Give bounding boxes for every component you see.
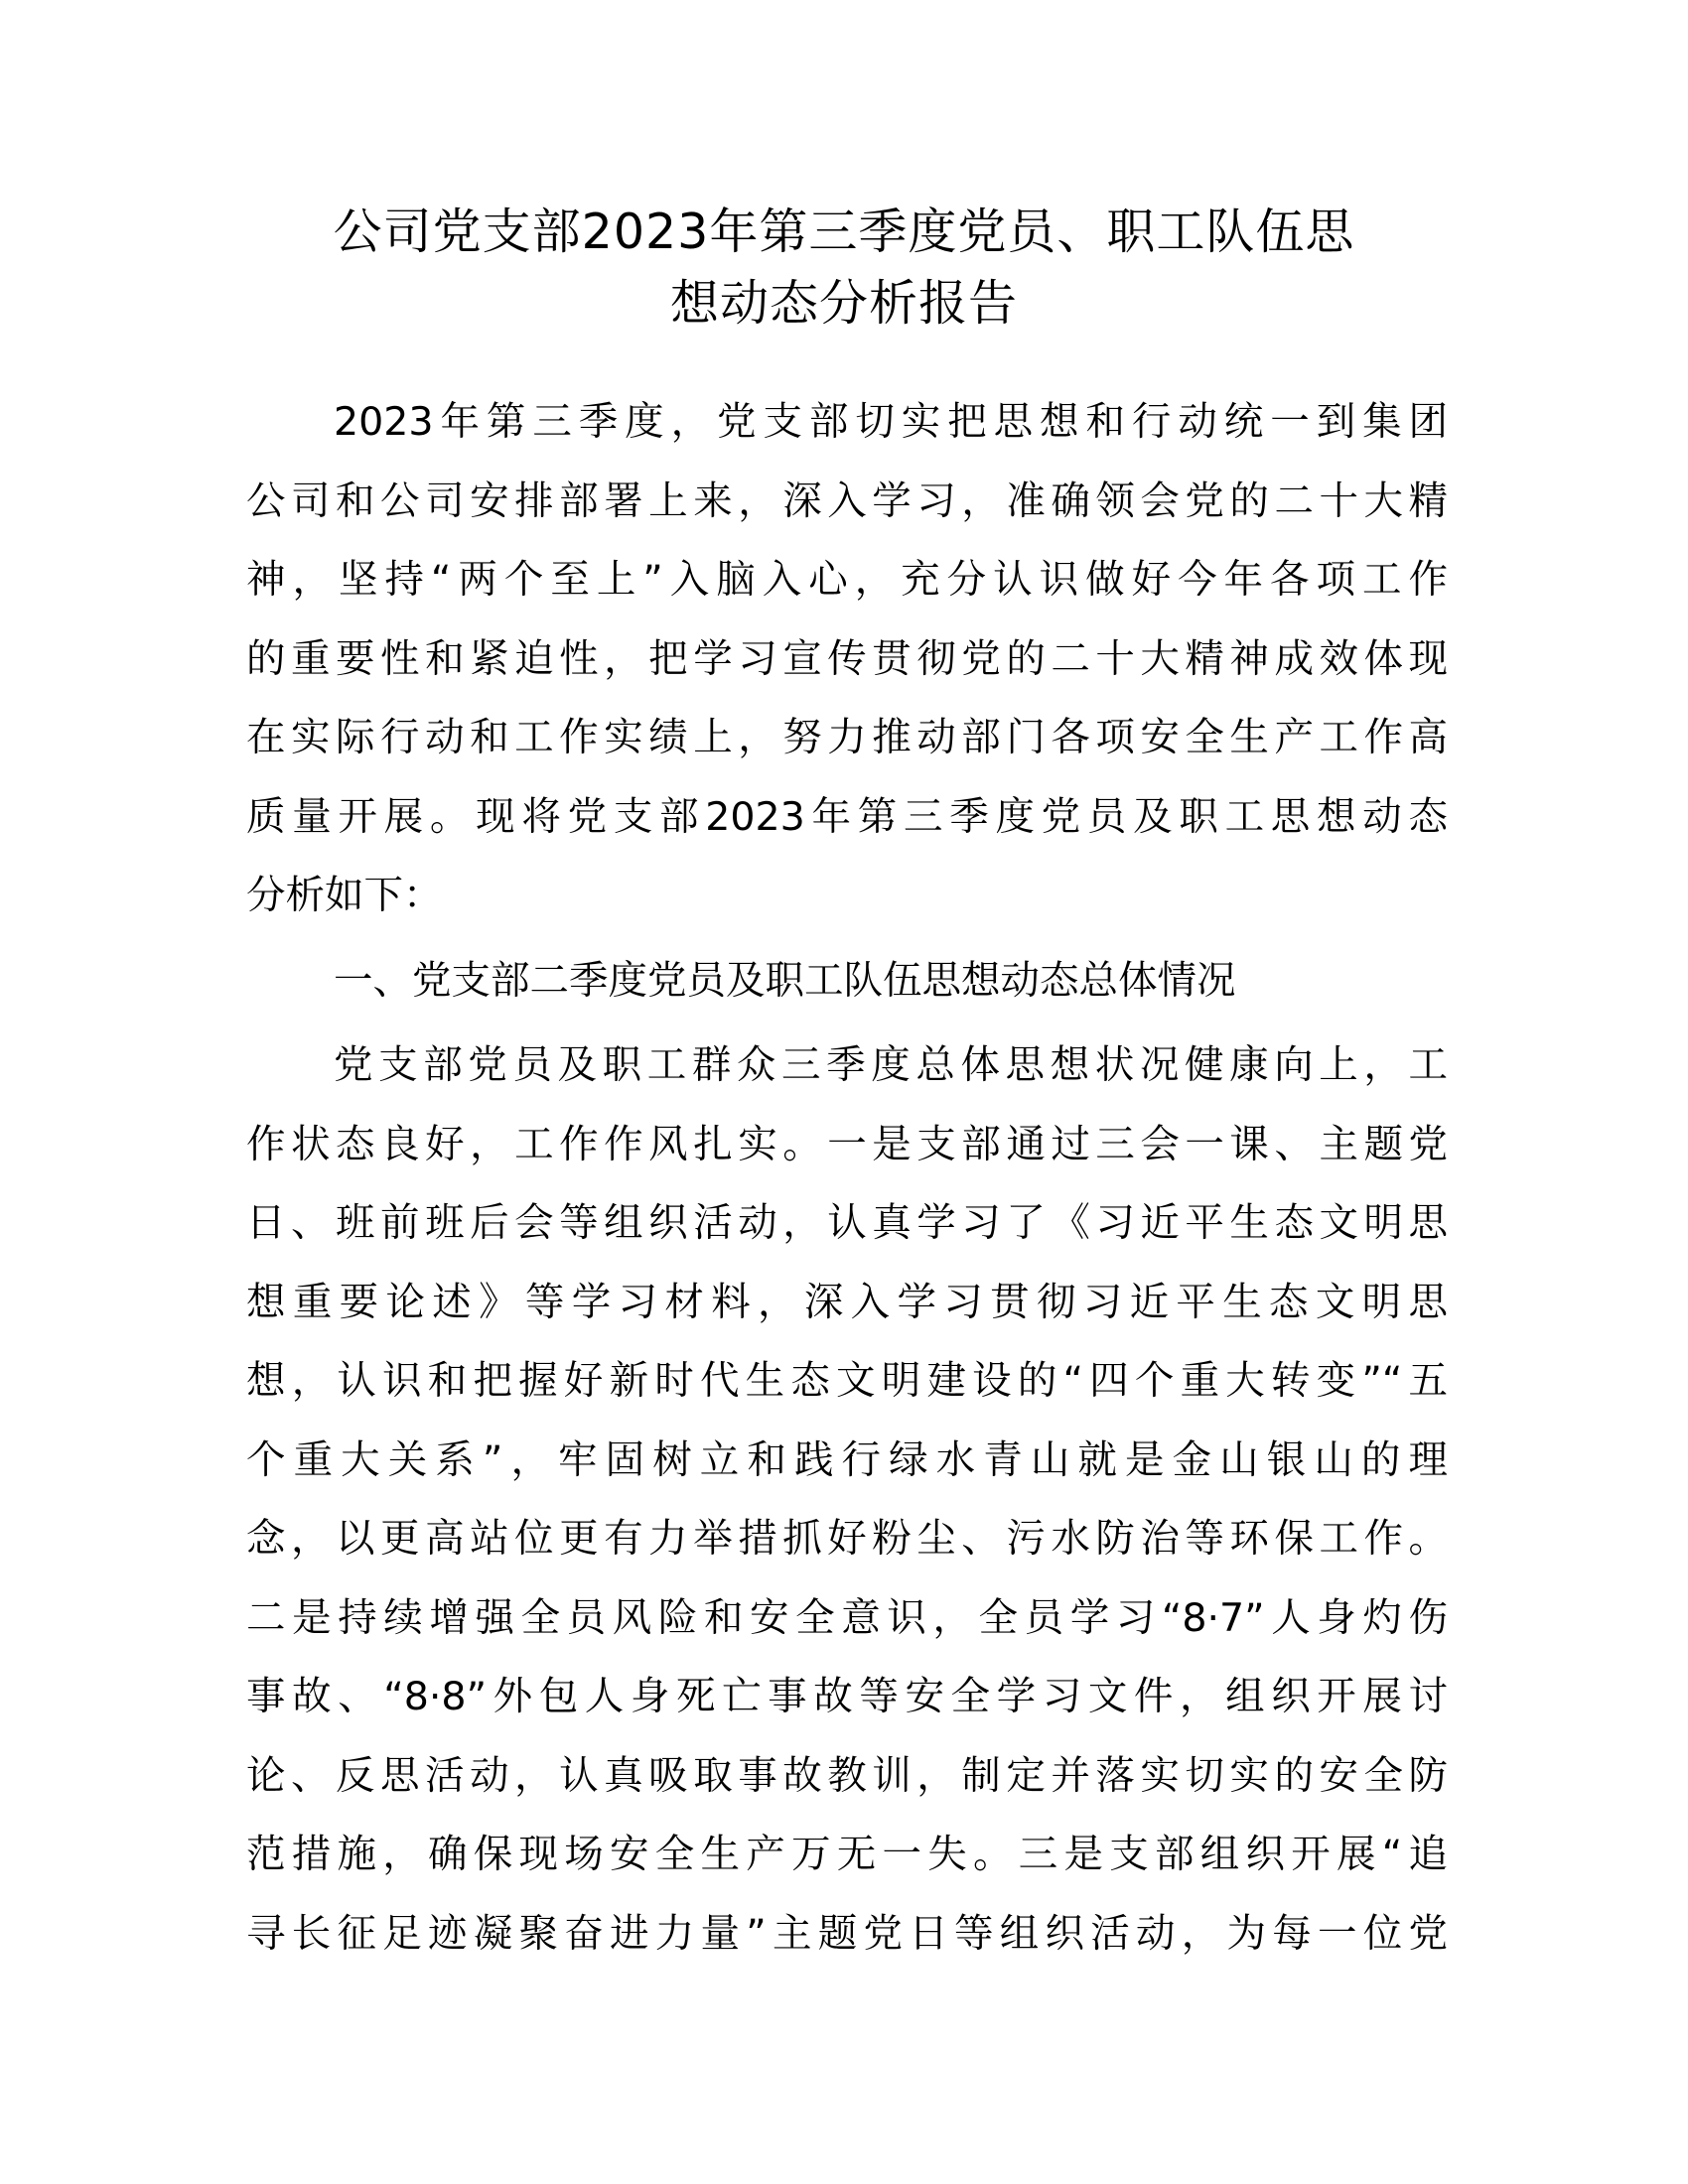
- text-line: 想，认识和把握好新时代生态文明建设的“四个重大转变”“五: [246, 1358, 1448, 1404]
- title-line-1: 公司党支部2023年第三季度党员、职工队伍思: [333, 204, 1355, 260]
- title-line-2: 想动态分析报告: [669, 275, 1018, 332]
- text-line: 分析如下：: [246, 873, 443, 918]
- text-line: 念，以更高站位更有力举措抓好粉尘、污水防治等环保工作。: [246, 1516, 1448, 1562]
- paragraph-overview: [246, 1026, 1448, 1974]
- text-line: 二是持续增强全员风险和安全意识，全员学习“8·7”人身灼伤: [246, 1594, 1448, 1641]
- paragraph-intro: [246, 383, 1448, 936]
- text-line: 一、党支部二季度党员及职工队伍思想动态总体情况: [334, 957, 1236, 1004]
- text-line: 质量开展。现将党支部2023年第三季度党员及职工思想动态: [246, 793, 1448, 840]
- text-line: 2023年第三季度，党支部切实把思想和行动统一到集团: [334, 399, 1448, 445]
- text-line: 论、反思活动，认真吸取事故教训，制定并落实切实的安全防: [246, 1752, 1448, 1799]
- text-line: 的重要性和紧迫性，把学习宣传贯彻党的二十大精神成效体现: [246, 635, 1448, 682]
- document-body: [246, 383, 1448, 1974]
- section-heading: [246, 942, 1448, 1022]
- text-line: 想重要论述》等学习材料，深入学习贯彻习近平生态文明思: [246, 1279, 1448, 1325]
- text-line: 范措施，确保现场安全生产万无一失。三是支部组织开展“追: [246, 1832, 1448, 1877]
- text-line: 神，坚持“两个至上”入脑入心，充分认识做好今年各项工作: [246, 557, 1448, 603]
- text-line: 寻长征足迹凝聚奋进力量”主题党日等组织活动，为每一位党: [246, 1910, 1448, 1957]
- document-title: [199, 197, 1489, 340]
- text-line: 日、班前班后会等组织活动，认真学习了《习近平生态文明思: [246, 1200, 1448, 1246]
- text-line: 作状态良好，工作作风扎实。一是支部通过三会一课、主题党: [246, 1121, 1448, 1167]
- text-line: 在实际行动和工作实绩上，努力推动部门各项安全生产工作高: [246, 715, 1448, 760]
- text-line: 事故、“8·8”外包人身死亡事故等安全学习文件，组织开展讨: [246, 1674, 1448, 1719]
- text-line: 公司和公司安排部署上来，深入学习，准确领会党的二十大精: [246, 478, 1448, 524]
- text-line: 个重大关系”，牢固树立和践行绿水青山就是金山银山的理: [246, 1436, 1448, 1483]
- text-line: 党支部党员及职工群众三季度总体思想状况健康向上，工: [334, 1042, 1448, 1088]
